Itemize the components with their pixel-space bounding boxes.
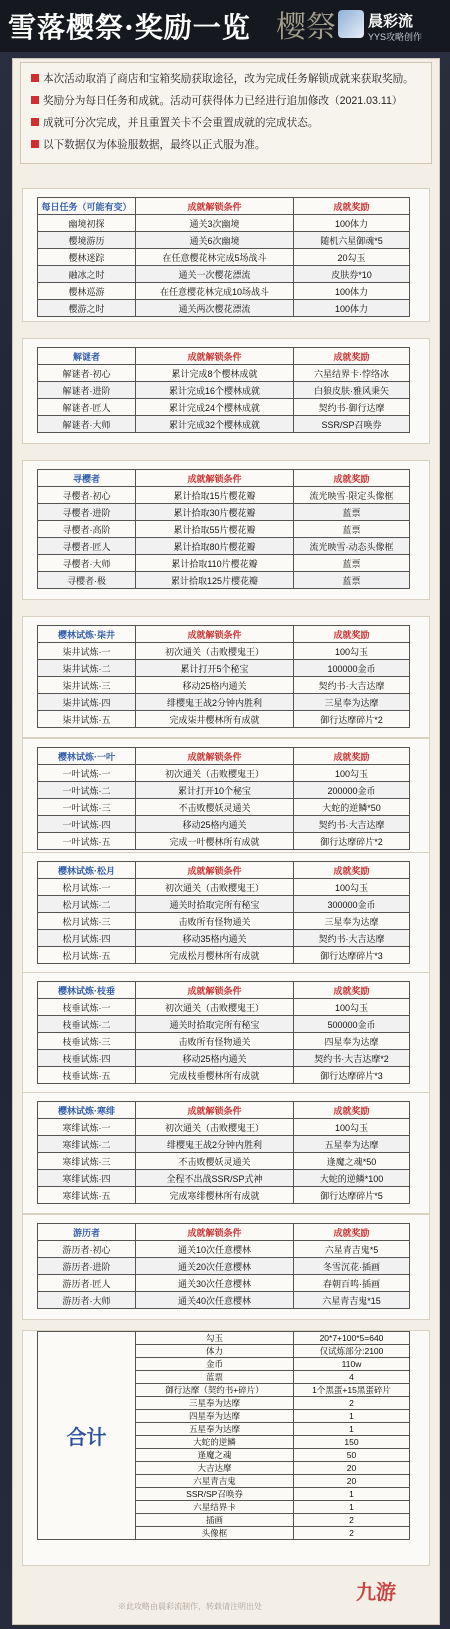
summary-label: 合计 <box>38 1332 136 1540</box>
table-row <box>38 999 410 1016</box>
note-item <box>31 93 402 108</box>
achievement-condition: 累计打开5个秘宝 <box>136 660 294 677</box>
bullet-icon <box>31 118 39 126</box>
note-text: 以下数据仅为体验服数据，最终以正式服为准。 <box>43 139 266 151</box>
summary-item: 三星奉为达摩 <box>136 1397 294 1410</box>
column-header-reward: 成就奖励 <box>294 862 410 879</box>
table-row <box>38 521 410 538</box>
column-header-condition: 成就解锁条件 <box>136 862 294 879</box>
achievement-name: 樱林巡游 <box>38 283 136 300</box>
achievement-condition: 移动25格内通关 <box>136 816 294 833</box>
achievement-reward: 100勾玉 <box>294 1119 410 1136</box>
achievement-condition: 完成寒绯樱林所有成就 <box>136 1187 294 1204</box>
summary-item: 头像框 <box>136 1527 294 1540</box>
summary-value: 50 <box>294 1449 410 1462</box>
page-title: 雪落樱祭·奖励一览 <box>8 11 251 44</box>
achievement-name: 游历者·进阶 <box>38 1258 136 1275</box>
achievement-table <box>37 197 410 317</box>
achievement-name: 一叶试炼·二 <box>38 782 136 799</box>
column-header-condition: 成就解锁条件 <box>136 470 294 487</box>
achievement-condition: 完成一叶樱林所有成就 <box>136 833 294 850</box>
achievement-name: 一叶试炼·五 <box>38 833 136 850</box>
achievement-reward: 契约书·大吉达摩 <box>294 816 410 833</box>
achievement-condition: 通关时拾取完所有秘宝 <box>136 1016 294 1033</box>
achievement-condition: 通关一次樱花漂流 <box>136 266 294 283</box>
achievement-condition: 累计拾取55片樱花瓣 <box>136 521 294 538</box>
achievement-name: 枝垂试炼·三 <box>38 1033 136 1050</box>
bullet-icon <box>31 96 39 104</box>
achievement-table <box>37 1223 410 1309</box>
table-row <box>38 1241 410 1258</box>
achievement-reward: 契约书·御行达摩 <box>294 399 410 416</box>
table-row <box>38 913 410 930</box>
achievement-condition: 初次通关（击败樱鬼王） <box>136 999 294 1016</box>
table-row <box>38 232 410 249</box>
achievement-condition: 不击败樱妖灵通关 <box>136 799 294 816</box>
summary-item: 六星结界卡 <box>136 1501 294 1514</box>
achievement-condition: 初次通关（击败樱鬼王） <box>136 879 294 896</box>
achievement-table <box>37 1101 410 1204</box>
achievement-condition: 初次通关（击败樱鬼王） <box>136 643 294 660</box>
note-text: 成就可分次完成，并且重置关卡不会重置成就的完成状态。 <box>43 117 319 129</box>
summary-value: 20 <box>294 1462 410 1475</box>
table-row <box>38 782 410 799</box>
achievement-condition: 累计拾取15片樱花瓣 <box>136 487 294 504</box>
achievement-name: 寒绯试炼·四 <box>38 1170 136 1187</box>
table-row <box>38 694 410 711</box>
summary-value: 2 <box>294 1514 410 1527</box>
achievement-condition: 累计拾取125片樱花瓣 <box>136 572 294 589</box>
achievement-reward: 契约书·大吉达摩 <box>294 677 410 694</box>
table-row <box>38 249 410 266</box>
achievement-condition: 累计拾取110片樱花瓣 <box>136 555 294 572</box>
achievement-condition: 累计完成32个樱林成就 <box>136 416 294 433</box>
achievement-reward: 皮肤券*10 <box>294 266 410 283</box>
achievement-card-daily <box>22 188 430 322</box>
achievement-condition: 在任意樱花林完成5场战斗 <box>136 249 294 266</box>
table-row <box>38 660 410 677</box>
table-row <box>38 930 410 947</box>
achievement-card-trial-4 <box>22 972 430 1094</box>
site-watermark: 九游 <box>356 1582 396 1604</box>
achievement-name: 柒井试炼·三 <box>38 677 136 694</box>
table-row <box>38 504 410 521</box>
achievement-reward: 100体力 <box>294 300 410 317</box>
achievement-reward: 春朝百鸣·插画 <box>294 1275 410 1292</box>
achievement-reward: 500000金币 <box>294 1016 410 1033</box>
table-row <box>38 896 410 913</box>
achievement-table <box>37 747 410 850</box>
summary-value: 2 <box>294 1527 410 1540</box>
achievement-condition: 通关30次任意樱林 <box>136 1275 294 1292</box>
note-item <box>31 115 318 130</box>
achievement-condition: 初次通关（击败樱鬼王） <box>136 765 294 782</box>
note-text: 奖励分为每日任务和成就。活动可获得体力已经进行追加修改（2021.03.11） <box>43 95 403 107</box>
bullet-icon <box>31 74 39 82</box>
achievement-reward: 100勾玉 <box>294 879 410 896</box>
achievement-condition: 累计完成8个樱林成就 <box>136 365 294 382</box>
table-header-row <box>38 1224 410 1241</box>
achievement-name: 松月试炼·五 <box>38 947 136 964</box>
summary-item: 插画 <box>136 1514 294 1527</box>
achievement-reward: 流光映雪·限定头像框 <box>294 487 410 504</box>
achievement-name: 寒绯试炼·五 <box>38 1187 136 1204</box>
achievement-reward: 蓝票 <box>294 555 410 572</box>
achievement-table <box>37 981 410 1084</box>
table-row <box>38 572 410 589</box>
achievement-reward: 200000金币 <box>294 782 410 799</box>
achievement-reward: 大蛇的逆鳞*50 <box>294 799 410 816</box>
table-row <box>38 1136 410 1153</box>
table-category: 樱林试炼·寒绯 <box>38 1102 136 1119</box>
achievement-name: 解谜者·匠人 <box>38 399 136 416</box>
achievement-card-seeker <box>22 460 430 600</box>
summary-item: 金币 <box>136 1358 294 1371</box>
table-row <box>38 215 410 232</box>
achievement-condition: 绯樱鬼王战2分钟内胜利 <box>136 1136 294 1153</box>
achievement-condition: 累计拾取80片樱花瓣 <box>136 538 294 555</box>
achievement-reward: 随机六星御魂*5 <box>294 232 410 249</box>
achievement-condition: 完成枝垂樱林所有成就 <box>136 1067 294 1084</box>
summary-card <box>22 1330 430 1566</box>
summary-value: 1 <box>294 1423 410 1436</box>
achievement-reward: 逢魔之魂*50 <box>294 1153 410 1170</box>
achievement-condition: 通关3次幽境 <box>136 215 294 232</box>
table-category: 寻樱者 <box>38 470 136 487</box>
table-category: 樱林试炼·一叶 <box>38 748 136 765</box>
achievement-name: 游历者·匠人 <box>38 1275 136 1292</box>
achievement-table <box>37 347 410 433</box>
table-row <box>38 1170 410 1187</box>
achievement-reward: 100勾玉 <box>294 643 410 660</box>
footer-note: ※此攻略由晨彩流制作，转载请注明出处 <box>118 1602 262 1611</box>
achievement-reward: 三星奉为达摩 <box>294 913 410 930</box>
achievement-condition: 不击败樱妖灵通关 <box>136 1153 294 1170</box>
achievement-name: 游历者·大师 <box>38 1292 136 1309</box>
table-header-row <box>38 1102 410 1119</box>
table-row <box>38 765 410 782</box>
achievement-condition: 绯樱鬼王战2分钟内胜利 <box>136 694 294 711</box>
column-header-reward: 成就奖励 <box>294 982 410 999</box>
summary-value: 1 <box>294 1501 410 1514</box>
achievement-reward: 100勾玉 <box>294 765 410 782</box>
note-item <box>31 71 414 86</box>
table-category: 樱林试炼·枝垂 <box>38 982 136 999</box>
column-header-reward: 成就奖励 <box>294 626 410 643</box>
summary-item: SSR/SP召唤券 <box>136 1488 294 1501</box>
summary-value: 4 <box>294 1371 410 1384</box>
table-row <box>38 1332 410 1345</box>
table-row <box>38 799 410 816</box>
table-row <box>38 879 410 896</box>
author-subtitle: YYS攻略创作 <box>368 32 423 42</box>
achievement-name: 樱游之时 <box>38 300 136 317</box>
table-row <box>38 1033 410 1050</box>
column-header-condition: 成就解锁条件 <box>136 1224 294 1241</box>
note-text: 本次活动取消了商店和宝箱奖励获取途径，改为完成任务解锁成就来获取奖励。 <box>43 73 414 85</box>
summary-table <box>37 1331 410 1540</box>
table-row <box>38 555 410 572</box>
table-row <box>38 416 410 433</box>
achievement-condition: 累计完成16个樱林成就 <box>136 382 294 399</box>
achievement-condition: 完成松月樱林所有成就 <box>136 947 294 964</box>
achievement-reward: 六星结界卡·悖络冰 <box>294 365 410 382</box>
achievement-table <box>37 861 410 964</box>
achievement-name: 松月试炼·三 <box>38 913 136 930</box>
achievement-condition: 击败所有怪物通关 <box>136 913 294 930</box>
achievement-name: 一叶试炼·四 <box>38 816 136 833</box>
column-header-condition: 成就解锁条件 <box>136 626 294 643</box>
achievement-reward: 蓝票 <box>294 504 410 521</box>
table-row <box>38 1016 410 1033</box>
column-header-condition: 成就解锁条件 <box>136 198 294 215</box>
achievement-card-traveler <box>22 1214 430 1320</box>
achievement-name: 一叶试炼·三 <box>38 799 136 816</box>
achievement-condition: 累计拾取30片樱花瓣 <box>136 504 294 521</box>
achievement-name: 枝垂试炼·一 <box>38 999 136 1016</box>
column-header-condition: 成就解锁条件 <box>136 348 294 365</box>
achievement-name: 松月试炼·二 <box>38 896 136 913</box>
brush-calligraphy: 樱祭 <box>276 10 336 45</box>
achievement-condition: 移动25格内通关 <box>136 677 294 694</box>
achievement-reward: 御行达摩碎片*3 <box>294 947 410 964</box>
achievement-name: 一叶试炼·一 <box>38 765 136 782</box>
achievement-reward: 300000金币 <box>294 896 410 913</box>
achievement-condition: 移动35格内通关 <box>136 930 294 947</box>
column-header-reward: 成就奖励 <box>294 1224 410 1241</box>
table-row <box>38 300 410 317</box>
summary-value: 2 <box>294 1397 410 1410</box>
achievement-reward: 御行达摩碎片*2 <box>294 833 410 850</box>
achievement-condition: 通关40次任意樱林 <box>136 1292 294 1309</box>
achievement-name: 寒绯试炼·一 <box>38 1119 136 1136</box>
achievement-condition: 通关20次任意樱林 <box>136 1258 294 1275</box>
achievement-reward: 100体力 <box>294 215 410 232</box>
achievement-reward: 100体力 <box>294 283 410 300</box>
summary-item: 大吉达摩 <box>136 1462 294 1475</box>
achievement-name: 柒井试炼·五 <box>38 711 136 728</box>
achievement-card-trial-2 <box>22 738 430 860</box>
column-header-condition: 成就解锁条件 <box>136 1102 294 1119</box>
summary-item: 六星青吉鬼 <box>136 1475 294 1488</box>
achievement-condition: 初次通关（击败樱鬼王） <box>136 1119 294 1136</box>
achievement-name: 柒井试炼·一 <box>38 643 136 660</box>
achievement-reward: 五星奉为达摩 <box>294 1136 410 1153</box>
summary-value: 1 <box>294 1410 410 1423</box>
achievement-reward: 御行达摩碎片*3 <box>294 1067 410 1084</box>
bullet-icon <box>31 140 39 148</box>
table-row <box>38 1050 410 1067</box>
achievement-name: 寒绯试炼·二 <box>38 1136 136 1153</box>
table-row <box>38 816 410 833</box>
table-header-row <box>38 348 410 365</box>
table-category: 每日任务（可能有变） <box>38 198 136 215</box>
achievement-condition: 在任意樱花林完成10场战斗 <box>136 283 294 300</box>
table-header-row <box>38 198 410 215</box>
achievement-name: 寒绯试炼·三 <box>38 1153 136 1170</box>
author-logo-icon <box>338 10 364 38</box>
summary-item: 勾玉 <box>136 1332 294 1345</box>
summary-item: 五星奉为达摩 <box>136 1423 294 1436</box>
table-row <box>38 382 410 399</box>
achievement-name: 枝垂试炼·五 <box>38 1067 136 1084</box>
table-row <box>38 1258 410 1275</box>
table-header-row <box>38 748 410 765</box>
summary-value: 150 <box>294 1436 410 1449</box>
summary-value: 1 <box>294 1488 410 1501</box>
summary-value: 1个黑蛋+15黑蛋碎片 <box>294 1384 410 1397</box>
table-row <box>38 833 410 850</box>
achievement-reward: 御行达摩碎片*5 <box>294 1187 410 1204</box>
achievement-name: 寻樱者·匠人 <box>38 538 136 555</box>
table-row <box>38 1275 410 1292</box>
table-row <box>38 947 410 964</box>
achievement-reward: 流光映雪·动态头像框 <box>294 538 410 555</box>
table-category: 游历者 <box>38 1224 136 1241</box>
achievement-name: 寻樱者·进阶 <box>38 504 136 521</box>
achievement-condition: 通关10次任意樱林 <box>136 1241 294 1258</box>
achievement-name: 柒井试炼·四 <box>38 694 136 711</box>
note-item <box>31 137 265 152</box>
summary-value: 20 <box>294 1475 410 1488</box>
achievement-condition: 移动25格内通关 <box>136 1050 294 1067</box>
achievement-condition: 通关两次樱花漂流 <box>136 300 294 317</box>
achievement-card-trial-5 <box>22 1092 430 1214</box>
achievement-reward: SSR/SP召唤券 <box>294 416 410 433</box>
achievement-reward: 冬雪沉花·插画 <box>294 1258 410 1275</box>
achievement-condition: 全程不出战SSR/SP式神 <box>136 1170 294 1187</box>
achievement-condition: 击败所有怪物通关 <box>136 1033 294 1050</box>
column-header-reward: 成就奖励 <box>294 348 410 365</box>
achievement-reward: 契约书·大吉达摩 <box>294 930 410 947</box>
summary-value: 20*7+100*5=640 <box>294 1332 410 1345</box>
summary-item: 体力 <box>136 1345 294 1358</box>
achievement-name: 解谜者·大师 <box>38 416 136 433</box>
table-row <box>38 1187 410 1204</box>
achievement-name: 解谜者·初心 <box>38 365 136 382</box>
header-banner <box>0 0 450 52</box>
table-header-row <box>38 862 410 879</box>
achievement-name: 寻樱者·初心 <box>38 487 136 504</box>
achievement-name: 融冰之时 <box>38 266 136 283</box>
achievement-name: 游历者·初心 <box>38 1241 136 1258</box>
table-row <box>38 399 410 416</box>
achievement-name: 寻樱者·高阶 <box>38 521 136 538</box>
achievement-reward: 蓝票 <box>294 572 410 589</box>
achievement-name: 樱林迷踪 <box>38 249 136 266</box>
table-row <box>38 677 410 694</box>
achievement-reward: 20勾玉 <box>294 249 410 266</box>
achievement-reward: 大蛇的逆鳞*100 <box>294 1170 410 1187</box>
achievement-condition: 累计打开10个秘宝 <box>136 782 294 799</box>
achievement-name: 松月试炼·四 <box>38 930 136 947</box>
achievement-card-trial-1 <box>22 616 430 738</box>
summary-item: 大蛇的逆鳞 <box>136 1436 294 1449</box>
table-row <box>38 283 410 300</box>
table-row <box>38 266 410 283</box>
table-category: 解谜者 <box>38 348 136 365</box>
table-row <box>38 1153 410 1170</box>
table-row <box>38 1067 410 1084</box>
achievement-reward: 六星青吉鬼*15 <box>294 1292 410 1309</box>
table-row <box>38 1119 410 1136</box>
achievement-condition: 完成柒井樱林所有成就 <box>136 711 294 728</box>
table-category: 樱林试炼·柒井 <box>38 626 136 643</box>
achievement-condition: 通关6次幽境 <box>136 232 294 249</box>
achievement-reward: 三星奉为达摩 <box>294 694 410 711</box>
achievement-reward: 六星青吉鬼*5 <box>294 1241 410 1258</box>
achievement-name: 解谜者·进阶 <box>38 382 136 399</box>
achievement-condition: 累计完成24个樱林成就 <box>136 399 294 416</box>
notes-box <box>20 62 432 164</box>
achievement-condition: 通关时拾取完所有秘宝 <box>136 896 294 913</box>
achievement-reward: 蓝票 <box>294 521 410 538</box>
achievement-reward: 御行达摩碎片*2 <box>294 711 410 728</box>
achievement-name: 寻樱者·极 <box>38 572 136 589</box>
achievement-name: 柒井试炼·二 <box>38 660 136 677</box>
achievement-name: 樱境游历 <box>38 232 136 249</box>
column-header-reward: 成就奖励 <box>294 198 410 215</box>
summary-item: 逢魔之魂 <box>136 1449 294 1462</box>
summary-item: 四星奉为达摩 <box>136 1410 294 1423</box>
achievement-reward: 100000金币 <box>294 660 410 677</box>
table-header-row <box>38 626 410 643</box>
achievement-table <box>37 625 410 728</box>
achievement-name: 枝垂试炼·四 <box>38 1050 136 1067</box>
achievement-reward: 契约书·大吉达摩*2 <box>294 1050 410 1067</box>
achievement-card-trial-3 <box>22 852 430 974</box>
table-category: 樱林试炼·松月 <box>38 862 136 879</box>
achievement-name: 寻樱者·大师 <box>38 555 136 572</box>
table-header-row <box>38 982 410 999</box>
summary-value: 110w <box>294 1358 410 1371</box>
column-header-condition: 成就解锁条件 <box>136 748 294 765</box>
summary-item: 蓝票 <box>136 1371 294 1384</box>
achievement-card-puzzle <box>22 338 430 444</box>
achievement-reward: 四星奉为达摩 <box>294 1033 410 1050</box>
achievement-reward: 100勾玉 <box>294 999 410 1016</box>
summary-item: 御行达摩（契约书+碎片） <box>136 1384 294 1397</box>
column-header-reward: 成就奖励 <box>294 748 410 765</box>
achievement-table <box>37 469 410 589</box>
column-header-condition: 成就解锁条件 <box>136 982 294 999</box>
table-row <box>38 643 410 660</box>
table-header-row <box>38 470 410 487</box>
achievement-name: 幽境初探 <box>38 215 136 232</box>
table-row <box>38 711 410 728</box>
column-header-reward: 成就奖励 <box>294 1102 410 1119</box>
table-row <box>38 538 410 555</box>
table-row <box>38 1292 410 1309</box>
column-header-reward: 成就奖励 <box>294 470 410 487</box>
achievement-name: 松月试炼·一 <box>38 879 136 896</box>
summary-value: 仅试炼部分:2100 <box>294 1345 410 1358</box>
achievement-name: 枝垂试炼·二 <box>38 1016 136 1033</box>
author-name: 晨彩流 <box>368 13 414 30</box>
table-row <box>38 487 410 504</box>
table-row <box>38 365 410 382</box>
achievement-reward: 白狼皮肤·雅风秉矢 <box>294 382 410 399</box>
